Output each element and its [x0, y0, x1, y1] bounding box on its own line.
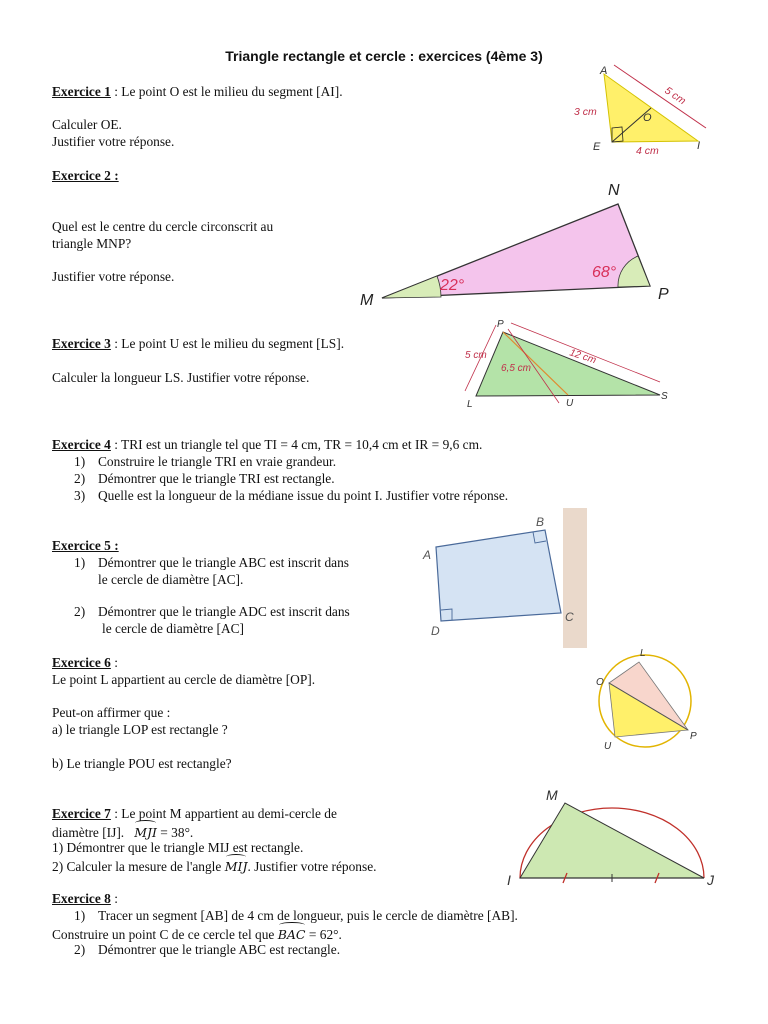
item-text: Construire le triangle TRI en vraie grandeur. — [98, 454, 337, 469]
label-p: P — [690, 731, 697, 742]
item-number: 1) — [74, 454, 86, 469]
exercise-3-question: Calculer la longueur LS. Justifier votre réponse. — [52, 370, 310, 385]
item-number: 1) — [74, 908, 86, 923]
label-m: M — [360, 292, 374, 309]
exercise-5-statement — [52, 537, 119, 554]
label-a: A — [600, 65, 608, 77]
label-a: A — [423, 548, 432, 562]
angle-mji: MJI — [134, 822, 157, 841]
exercise-7-heading: Exercice 7 — [52, 806, 111, 821]
label-d: D — [431, 624, 440, 638]
exercise-1-statement — [52, 83, 343, 100]
exercise-7-statement — [52, 805, 337, 822]
item-text: Tracer un segment [AB] de 4 cm de longueur, puis le cercle de diamètre [AB]. — [98, 908, 518, 923]
exercise-6-statement — [52, 654, 118, 671]
item-text: 2) Calculer la mesure de l'angle — [52, 859, 225, 874]
label-j: J — [707, 872, 714, 888]
label-c: C — [565, 610, 574, 624]
exercise-7-item-1: 1) Démontrer que le triangle MIJ est rectangle. — [52, 840, 304, 855]
label-o: O — [643, 112, 652, 124]
label-side-ei: 4 cm — [636, 145, 659, 157]
exercise-2-question-line-1: Quel est le centre du cercle circonscrit au — [52, 219, 274, 234]
label-side-ps: 12 cm — [568, 347, 598, 367]
exercise-4-list — [74, 453, 508, 504]
exercise-1-question: Calculer OE. — [52, 117, 122, 132]
exercise-2-figure — [350, 175, 680, 315]
exercise-6-question: Peut-on affirmer que : — [52, 705, 171, 720]
exercise-3-statement — [52, 335, 344, 352]
exercise-1-figure — [560, 58, 740, 158]
label-m: M — [546, 787, 558, 803]
exercise-5-item-1 — [74, 554, 349, 571]
item-text: Quelle est la longueur de la médiane issue du point I. Justifier votre réponse. — [98, 488, 509, 503]
exercise-6-item-a: a) le triangle LOP est rectangle ? — [52, 722, 228, 737]
exercise-6-colon: : — [110, 655, 118, 670]
angle-value: = 38°. — [156, 825, 194, 840]
exercise-4-text: : TRI est un triangle tel que TI = 4 cm, TR = 10,4 cm et IR = 9,6 cm. — [110, 437, 483, 452]
exercise-5-figure — [415, 508, 587, 648]
exercise-8-heading: Exercice 8 — [52, 891, 111, 906]
triangle-mij — [520, 803, 704, 878]
list-item — [74, 470, 508, 487]
label-side-lp: 5 cm — [465, 350, 487, 361]
label-side-ae: 3 cm — [574, 106, 597, 118]
angle-bac: BAC — [278, 924, 306, 943]
exercise-7-item-2 — [52, 856, 377, 875]
label-side-ai: 5 cm — [662, 84, 688, 108]
exercise-8-colon: : — [110, 891, 118, 906]
exercise-6-text: Le point L appartient au cercle de diamètre [OP]. — [52, 672, 316, 687]
exercise-7-diameter: diamètre [IJ]. — [52, 825, 125, 840]
label-angle-m: 22° — [440, 277, 465, 294]
label-i: I — [507, 872, 511, 888]
exercise-8-statement — [52, 890, 118, 907]
item-text: Démontrer que le triangle ABC est rectangle. — [98, 942, 341, 957]
label-o: O — [596, 677, 604, 688]
item-number: 2) — [74, 471, 86, 486]
exercise-6-item-b: b) Le triangle POU est rectangle? — [52, 756, 232, 771]
exercise-2-justify: Justifier votre réponse. — [52, 269, 175, 284]
item-text: Démontrer que le triangle ADC est inscrit dans — [98, 604, 350, 619]
label-side-pu: 6,5 cm — [501, 363, 532, 374]
exercise-4-statement — [52, 436, 482, 453]
label-u: U — [604, 741, 612, 752]
label-n: N — [608, 182, 620, 199]
angle-mij: MIJ — [225, 856, 248, 875]
label-e: E — [593, 141, 601, 153]
exercise-6-heading: Exercice 6 — [52, 655, 111, 670]
exercise-8-item-2 — [74, 941, 340, 958]
quadrilateral-abcd — [436, 530, 561, 621]
label-l: L — [467, 399, 473, 410]
angle-arc-m — [382, 276, 441, 298]
exercise-5-heading: Exercice 5 : — [52, 538, 119, 553]
page-title: Triangle rectangle et cercle : exercices (4ème 3) — [225, 48, 543, 64]
exercise-2-statement — [52, 167, 119, 184]
item-number: 2) — [74, 942, 86, 957]
exercise-1-text: : Le point O est le milieu du segment [AI]. — [110, 84, 343, 99]
label-l: L — [640, 648, 646, 659]
list-item — [74, 453, 508, 470]
exercise-3-figure — [455, 315, 685, 410]
item-text-end: . Justifier votre réponse. — [247, 859, 377, 874]
item-number: 3) — [74, 488, 86, 503]
item-text: Démontrer que le triangle ABC est inscrit dans — [98, 555, 350, 570]
exercise-5-item-1-cont: le cercle de diamètre [AC]. — [98, 572, 244, 587]
label-s: S — [661, 391, 668, 402]
exercise-1-justify: Justifier votre réponse. — [52, 134, 175, 149]
label-p: P — [658, 286, 669, 303]
exercise-1-heading: Exercice 1 — [52, 84, 111, 99]
exercise-3-heading: Exercice 3 — [52, 336, 111, 351]
exercise-7-figure — [500, 783, 725, 893]
exercise-2-question-line-2: triangle MNP? — [52, 236, 132, 251]
list-item — [74, 487, 508, 504]
exercise-5-item-2 — [74, 603, 350, 620]
exercise-3-text: : Le point U est le milieu du segment [LS]. — [110, 336, 345, 351]
exercise-4-heading: Exercice 4 — [52, 437, 111, 452]
label-i: I — [697, 140, 701, 152]
item-number: 1) — [74, 555, 86, 570]
exercise-2-heading: Exercice 2 : — [52, 168, 119, 183]
paper-edge — [563, 508, 587, 648]
label-p: P — [497, 319, 504, 330]
angle-value: = 62°. — [305, 927, 342, 942]
label-b: B — [536, 515, 545, 529]
label-angle-p: 68° — [592, 264, 617, 281]
exercise-7-text: : Le point M appartient au demi-cercle de — [110, 806, 337, 821]
label-u: U — [566, 398, 574, 409]
exercise-6-figure — [588, 643, 708, 755]
item-text: Démontrer que le triangle TRI est rectangle. — [98, 471, 335, 486]
item-number: 2) — [74, 604, 86, 619]
exercise-5-item-2-cont: le cercle de diamètre [AC] — [102, 621, 245, 636]
item-text: Construire un point C de ce cercle tel que — [52, 927, 278, 942]
